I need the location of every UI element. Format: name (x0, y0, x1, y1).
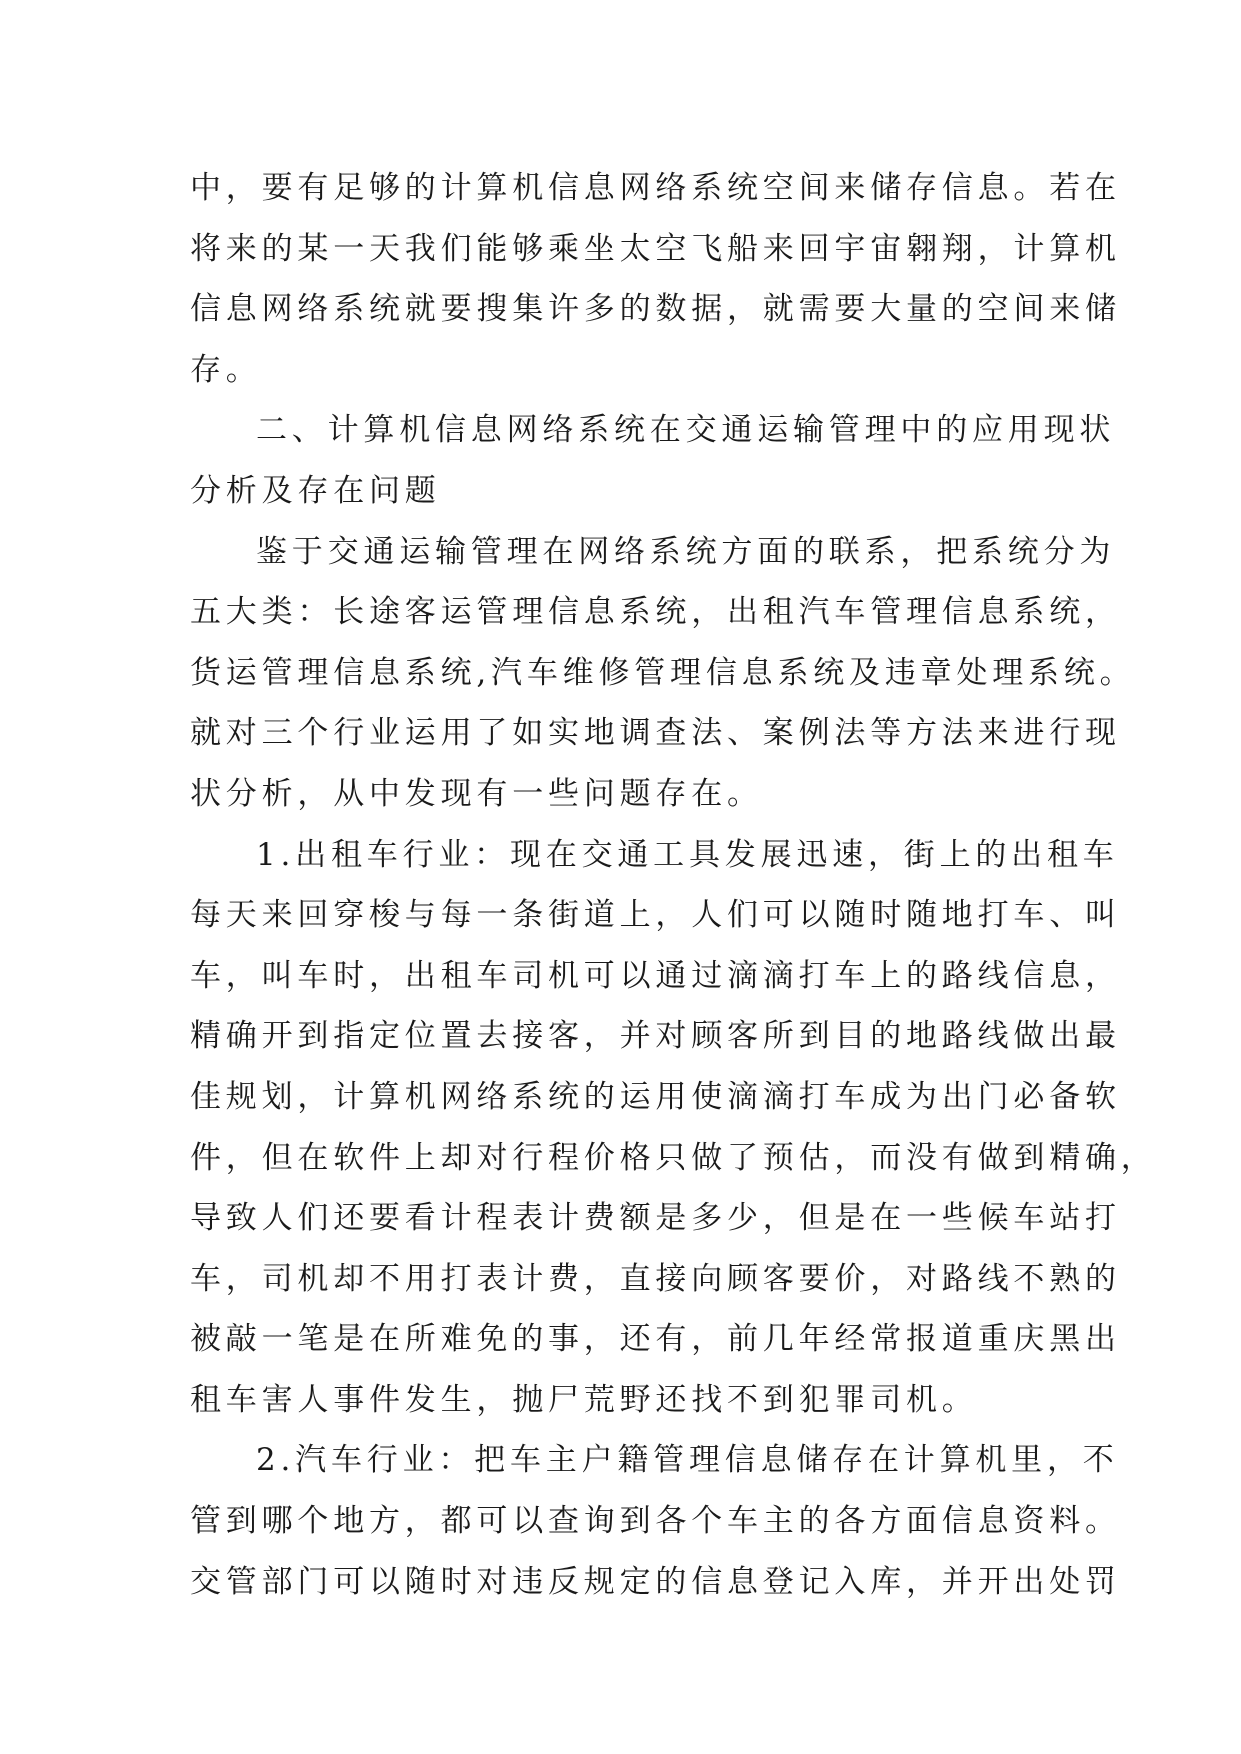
text-line: 车，叫车时，出租车司机可以通过滴滴打车上的路线信息， (190, 957, 1121, 994)
paragraph-storage-space (190, 158, 1121, 400)
text-line: 二、计算机信息网络系统在交通运输管理中的应用现状 (256, 412, 1116, 449)
paragraph-taxi-industry (190, 825, 1157, 1431)
paragraph-auto-industry (190, 1430, 1121, 1612)
paragraph-system-categories (190, 522, 1136, 825)
text-line: 精确开到指定位置去接客，并对顾客所到目的地路线做出最 (190, 1018, 1121, 1055)
text-line: 租车害人事件发生，抛尸荒野还找不到犯罪司机。 (190, 1381, 978, 1418)
text-line: 管到哪个地方，都可以查询到各个车主的各方面信息资料。 (190, 1503, 1121, 1540)
text-line: 就对三个行业运用了如实地调查法、案例法等方法来进行现 (190, 715, 1121, 752)
text-line: 1.出租车行业：现在交通工具发展迅速，街上的出租车 (256, 836, 1119, 873)
text-line: 每天来回穿梭与每一条街道上，人们可以随时随地打车、叫 (190, 897, 1121, 934)
text-line: 车，司机却不用打表计费，直接向顾客要价，对路线不熟的 (190, 1260, 1121, 1297)
text-line: 中，要有足够的计算机信息网络系统空间来储存信息。若在 (190, 170, 1121, 206)
text-line: 状分析，从中发现有一些问题存在。 (190, 775, 763, 812)
text-line: 分析及存在问题 (190, 472, 441, 509)
section-heading-2 (190, 400, 1116, 521)
document-body (190, 158, 1157, 1612)
text-line: 导致人们还要看计程表计费额是多少，但是在一些候车站打 (190, 1200, 1121, 1237)
text-line: 交管部门可以随时对违反规定的信息登记入库，并开出处罚 (190, 1563, 1121, 1600)
text-line: 五大类：长途客运管理信息系统，出租汽车管理信息系统， (190, 594, 1121, 631)
text-line: 被敲一笔是在所难免的事，还有，前几年经常报道重庆黑出 (190, 1321, 1121, 1358)
text-line: 信息网络系统就要搜集许多的数据，就需要大量的空间来储 (190, 291, 1121, 328)
text-line: 将来的某一天我们能够乘坐太空飞船来回宇宙翱翔，计算机 (190, 230, 1121, 267)
text-line: 2.汽车行业：把车主户籍管理信息储存在计算机里，不 (256, 1442, 1119, 1479)
text-line: 件，但在软件上却对行程价格只做了预估，而没有做到精确， (190, 1139, 1157, 1176)
text-line: 鉴于交通运输管理在网络系统方面的联系，把系统分为 (256, 533, 1116, 570)
text-line: 存。 (190, 351, 262, 388)
text-line: 佳规划，计算机网络系统的运用使滴滴打车成为出门必备软 (190, 1078, 1121, 1115)
text-line: 货运管理信息系统,汽车维修管理信息系统及违章处理系统。 (190, 654, 1136, 691)
